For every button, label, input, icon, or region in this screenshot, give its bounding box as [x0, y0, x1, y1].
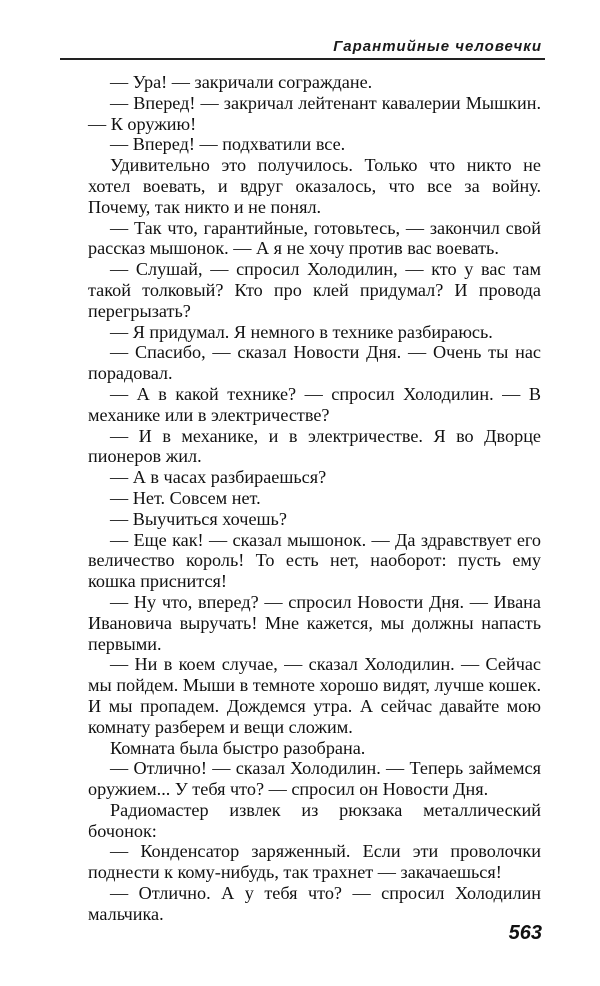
- paragraph: — Ну что, вперед? — спросил Новости Дня. — Ивана Ивановича выручать! Мне кажется, мы должны напасть первыми.: [88, 591, 541, 654]
- paragraph: — Так что, гарантийные, готовьтесь, — закончил свой рассказ мышонок. — А я не хочу против вас воевать.: [88, 217, 541, 259]
- body-text: [88, 72, 541, 925]
- paragraph: — Слушай, — спросил Холодилин, — кто у вас там такой толковый? Кто про клей придумал? И провода перегрызать?: [88, 259, 541, 321]
- paragraph: — Ни в коем случае, — сказал Холодилин. — Сейчас мы пойдем. Мыши в темноте хорошо видят, лучше кошек. И мы пропадем. Дождемся утра. А сейчас давайте мою комнату разберем и вещи сложим.: [88, 654, 541, 737]
- paragraph: Удивительно это получилось. Только что никто не хотел воевать, и вдруг оказалось, что все за войну. Почему, так никто и не понял.: [88, 155, 541, 217]
- paragraph: — Отлично. А у тебя что? — спросил Холодилин мальчика.: [88, 883, 541, 924]
- paragraph: — А в какой технике? — спросил Холодилин. — В механике или в электричестве?: [88, 383, 541, 425]
- paragraph: — Отлично! — сказал Холодилин. — Теперь займемся оружием... У тебя что? — спросил он Новости Дня.: [88, 758, 541, 800]
- paragraph: — А в часах разбираешься?: [110, 467, 327, 488]
- paragraph: — Я придумал. Я немного в технике разбираюсь.: [110, 321, 493, 342]
- paragraph: Комната была быстро разобрана.: [110, 737, 366, 758]
- page-number: 563: [508, 922, 542, 944]
- paragraph: — Нет. Совсем нет.: [110, 487, 261, 508]
- paragraph: — Еще как! — сказал мышонок. — Да здравствует его величество король! То есть нет, наоборот: пусть ему кошка приснится!: [88, 529, 541, 592]
- paragraph: Радиомастер извлек из рюкзака металлический бочонок:: [88, 799, 541, 841]
- paragraph: — Конденсатор заряженный. Если эти проволочки поднести к кому-нибудь, так трахнет — закачаешься!: [88, 841, 541, 883]
- paragraph: — Вперед! — подхватили все.: [110, 134, 346, 155]
- paragraph: — Спасибо, — сказал Новости Дня. — Очень ты нас порадовал.: [88, 342, 541, 384]
- paragraph: — И в механике, и в электричестве. Я во Дворце пионеров жил.: [88, 425, 541, 467]
- running-header-title: Гарантийные человечки: [333, 38, 542, 55]
- paragraph: — Выучиться хочешь?: [110, 508, 287, 529]
- paragraph: — Ура! — закричали сограждане.: [110, 72, 373, 92]
- header-rule: [60, 58, 545, 60]
- paragraph: — Вперед! — закричал лейтенант кавалерии Мышкин. — К оружию!: [88, 92, 541, 134]
